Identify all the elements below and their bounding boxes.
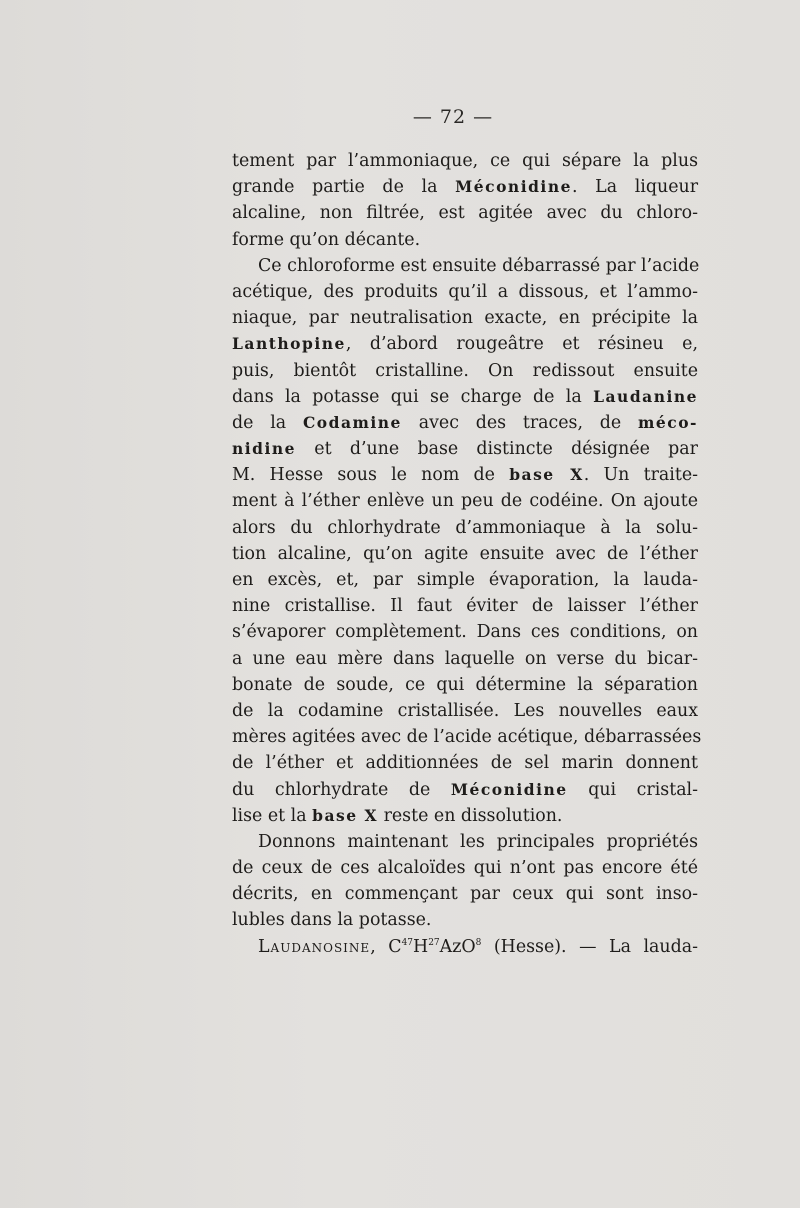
text-line — [232, 619, 698, 645]
text-run: lise et la — [232, 805, 313, 826]
text-run: qui cristal- — [567, 779, 698, 800]
text-run: lubles dans la potasse. — [232, 910, 432, 931]
text-run: du chlorhydrate de — [232, 779, 451, 800]
text-line — [232, 436, 698, 462]
superscript: 47 — [401, 937, 414, 948]
text-line — [232, 750, 698, 776]
text-line — [232, 881, 698, 907]
small-caps-term: Laudanosine — [258, 936, 371, 957]
text-line — [232, 515, 698, 541]
text-run: décrits, en commençant par ceux qui sont inso- — [232, 884, 698, 905]
superscript: 8 — [475, 937, 482, 948]
text-run: H — [413, 936, 429, 957]
text-run: grande partie de la — [232, 177, 456, 198]
text-run: forme qu’on décante. — [232, 229, 421, 250]
text-line — [232, 907, 698, 933]
text-run: a une eau mère dans laquelle on verse du bicar- — [232, 648, 698, 669]
superscript: 27 — [428, 937, 440, 948]
text-run: dans la potasse qui se charge de la — [232, 386, 594, 407]
text-run: , d’abord rougeâtre et résineu e, — [345, 334, 698, 355]
text-line — [232, 305, 698, 331]
text-run: puis, bientôt cristalline. On redissout ensuite — [232, 360, 698, 381]
text-run: Ce chloroforme est ensuite débarrassé par l’acide — [258, 255, 700, 276]
text-run: AzO — [439, 936, 476, 957]
bold-term: Lanthopine — [232, 334, 346, 354]
text-run: Donnons maintenant les principales propriétés — [258, 831, 698, 852]
text-line — [232, 777, 698, 803]
text-run: tion alcaline, qu’on agite ensuite avec de l’éther — [232, 543, 698, 564]
text-run: alcaline, non filtrée, est agitée avec du chloro- — [232, 203, 698, 224]
bold-term: nidine — [232, 439, 297, 459]
text-run: . La liqueur — [571, 177, 699, 198]
body-text — [232, 148, 702, 960]
text-run: de ceux de ces alcaloïdes qui n’ont pas encore été — [232, 858, 698, 879]
bold-term: base X — [312, 805, 379, 825]
text-line — [232, 803, 698, 829]
text-run: reste en dissolution. — [378, 805, 563, 826]
text-line — [232, 541, 698, 567]
bold-term: méco- — [638, 412, 698, 432]
text-run: (Hesse). — La lauda- — [481, 936, 698, 957]
text-run: tement par l’ammoniaque, ce qui sépare la plus — [232, 151, 698, 171]
text-line — [232, 488, 698, 514]
text-line — [232, 331, 698, 357]
bold-term: Méconidine — [455, 177, 572, 197]
text-line — [232, 724, 702, 750]
text-line — [232, 646, 698, 672]
text-line — [232, 462, 698, 488]
text-line — [232, 279, 698, 305]
text-line — [232, 358, 698, 384]
text-line — [232, 698, 698, 724]
text-run: avec des traces, de — [401, 412, 639, 433]
text-line — [232, 829, 698, 855]
page-number: — 72 — — [412, 106, 494, 128]
text-run: niaque, par neutralisation exacte, en précipite la — [232, 308, 698, 329]
text-run: , C — [370, 936, 402, 957]
text-run: acétique, des produits qu’il a dissous, et l’ammo- — [232, 281, 698, 302]
text-run: s’évaporer complètement. Dans ces conditions, on — [232, 622, 698, 643]
text-run: de l’éther et additionnées de sel marin donnent — [232, 753, 698, 774]
bold-term: base X — [509, 465, 584, 485]
text-line — [232, 200, 698, 226]
text-run: . Un traite- — [583, 465, 698, 486]
text-run: et d’une base distincte désignée par — [296, 439, 698, 460]
text-line — [232, 567, 698, 593]
bold-term: Méconidine — [450, 779, 568, 799]
text-run: en excès, et, par simple évaporation, la lauda- — [232, 570, 698, 590]
bold-term: Codamine — [302, 412, 402, 432]
text-run: de la codamine cristallisée. Les nouvelles eaux — [232, 700, 698, 721]
text-line — [232, 227, 698, 253]
text-line — [232, 384, 698, 410]
text-line — [232, 934, 698, 960]
text-run: alors du chlorhydrate d’ammoniaque à la solu- — [232, 517, 698, 538]
bold-term: Laudanine — [593, 386, 698, 406]
text-line — [232, 593, 698, 619]
text-line — [232, 148, 698, 174]
text-line — [232, 855, 698, 881]
text-run: nine cristallise. Il faut éviter de laisser l’éther — [232, 596, 698, 617]
text-line — [232, 253, 698, 279]
text-run: ment à l’éther enlève un peu de codéine. On ajoute — [232, 491, 698, 512]
text-run: bonate de soude, ce qui détermine la séparation — [232, 674, 698, 695]
text-line — [232, 174, 698, 200]
text-run: mères agitées avec de l’acide acétique, débarrassées — [232, 727, 702, 748]
text-line — [232, 672, 698, 698]
text-run: de la — [232, 412, 303, 433]
text-line — [232, 410, 698, 436]
text-run: M. Hesse sous le nom de — [232, 465, 510, 486]
